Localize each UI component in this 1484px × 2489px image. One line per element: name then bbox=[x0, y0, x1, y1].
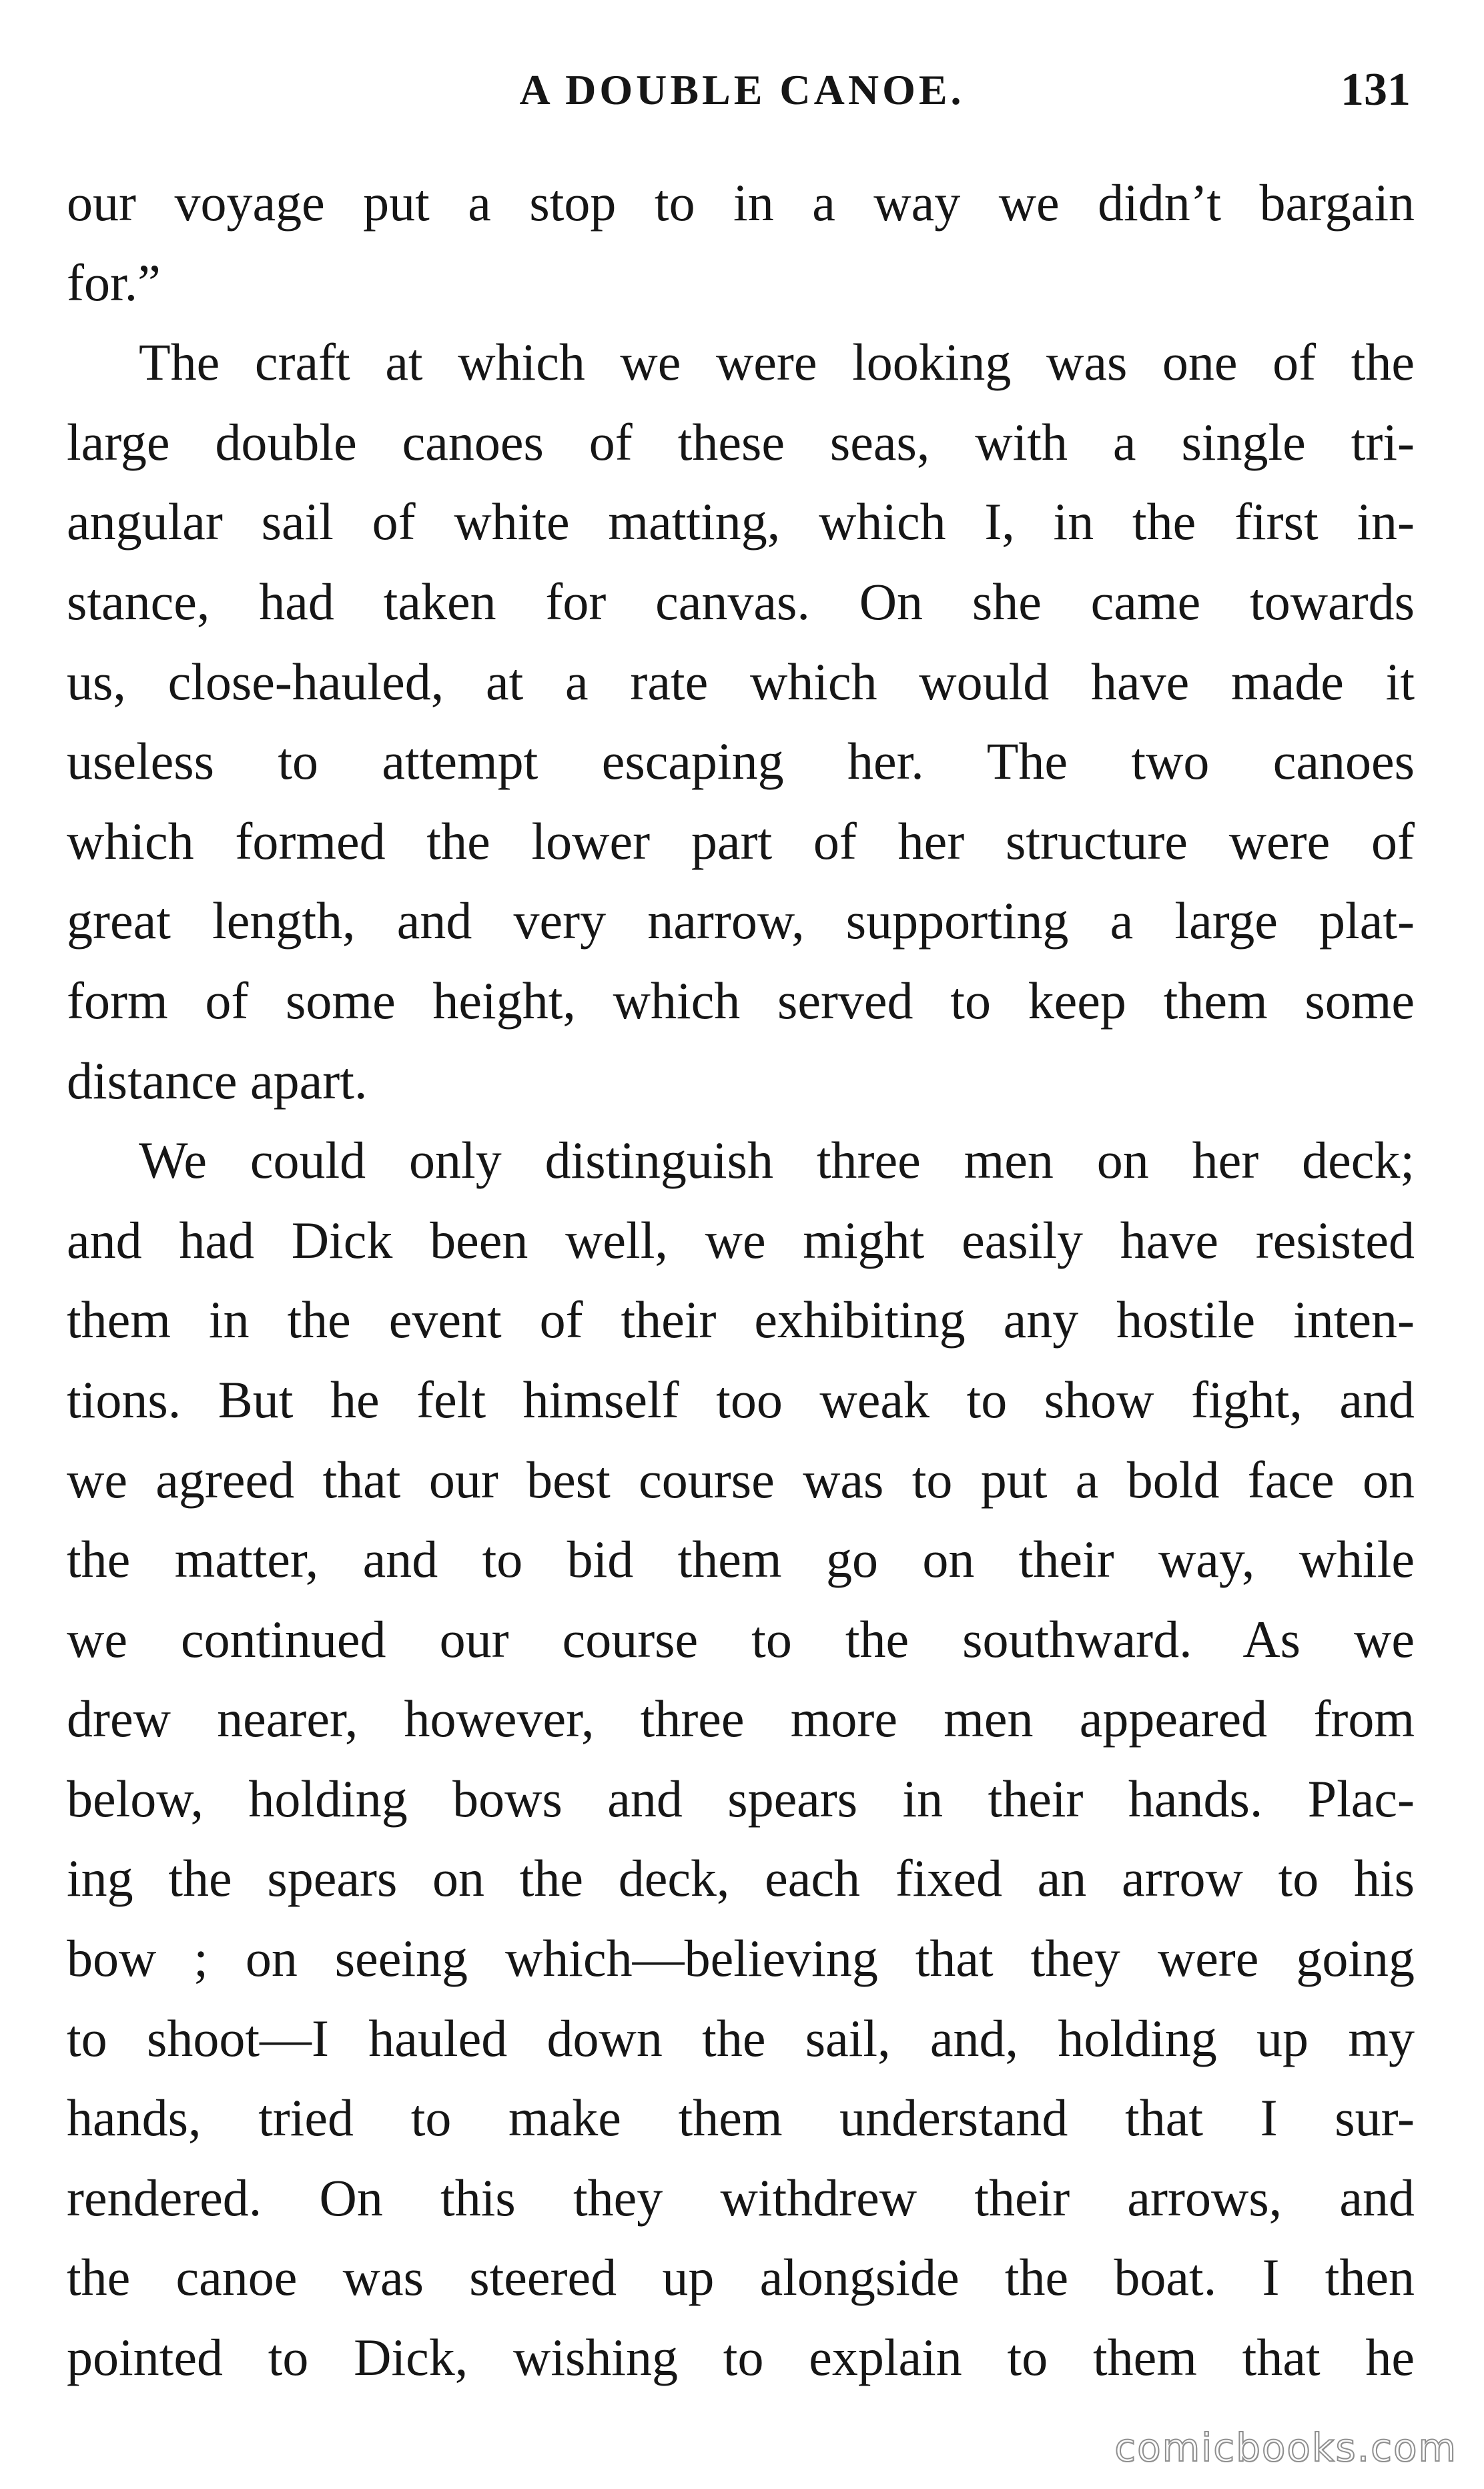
text-line: and had Dick been well, we might easily have resisted bbox=[67, 1210, 1415, 1269]
text-line: below, holding bows and spears in their hands. Plac- bbox=[67, 1769, 1415, 1828]
text-line: distance apart. bbox=[67, 1051, 368, 1110]
text-line: our voyage put a stop to in a way we didn’t bargain bbox=[67, 173, 1415, 232]
text-line: We could only distinguish three men on her deck; bbox=[139, 1131, 1415, 1190]
text-line: great length, and very narrow, supporting a large plat- bbox=[67, 892, 1415, 950]
text-line: us, close-hauled, at a rate which would have made it bbox=[67, 652, 1415, 711]
text-line: to shoot—I hauled down the sail, and, holding up my bbox=[67, 2009, 1415, 2067]
text-line: useless to attempt escaping her. The two canoes bbox=[67, 732, 1415, 791]
text-line: pointed to Dick, wishing to explain to them that he bbox=[67, 2328, 1415, 2387]
text-line: stance, had taken for canvas. On she came towards bbox=[67, 572, 1415, 631]
paragraph bbox=[67, 1120, 1415, 2398]
text-line: the matter, and to bid them go on their way, while bbox=[67, 1530, 1415, 1589]
text-line: for.” bbox=[67, 253, 161, 312]
text-line: form of some height, which served to keep them some bbox=[67, 971, 1415, 1030]
text-line: which formed the lower part of her structure were of bbox=[67, 811, 1415, 870]
text-line: we agreed that our best course was to put a bold face on bbox=[67, 1450, 1415, 1509]
text-line: bow ; on seeing which—believing that they were going bbox=[67, 1929, 1415, 1988]
text-line: hands, tried to make them understand that I sur- bbox=[67, 2089, 1415, 2147]
text-line: we continued our course to the southward. As we bbox=[67, 1610, 1415, 1668]
text-line: tions. But he felt himself too weak to show fight, and bbox=[67, 1370, 1415, 1429]
text-line: large double canoes of these seas, with a single tri- bbox=[67, 412, 1415, 471]
text-line: the canoe was steered up alongside the boat. I then bbox=[67, 2248, 1415, 2307]
page-number: 131 bbox=[1341, 64, 1411, 115]
paragraph bbox=[67, 163, 1415, 322]
text-line: them in the event of their exhibiting any hostile inten- bbox=[67, 1291, 1415, 1349]
chapter-title: A DOUBLE CANOE. bbox=[519, 66, 965, 113]
text-line: The craft at which we were looking was one of the bbox=[139, 333, 1415, 392]
running-header bbox=[0, 53, 1484, 127]
text-line: ing the spears on the deck, each fixed an arrow to his bbox=[67, 1849, 1415, 1908]
text-line: angular sail of white matting, which I, in the first in- bbox=[67, 492, 1415, 551]
watermark-logo: comicbooks.com bbox=[1114, 2425, 1457, 2470]
paragraph bbox=[67, 322, 1415, 1120]
text-line: rendered. On this they withdrew their arrows, and bbox=[67, 2168, 1415, 2227]
text-line: drew nearer, however, three more men appeared from bbox=[67, 1690, 1415, 1748]
page-body bbox=[67, 163, 1415, 2398]
